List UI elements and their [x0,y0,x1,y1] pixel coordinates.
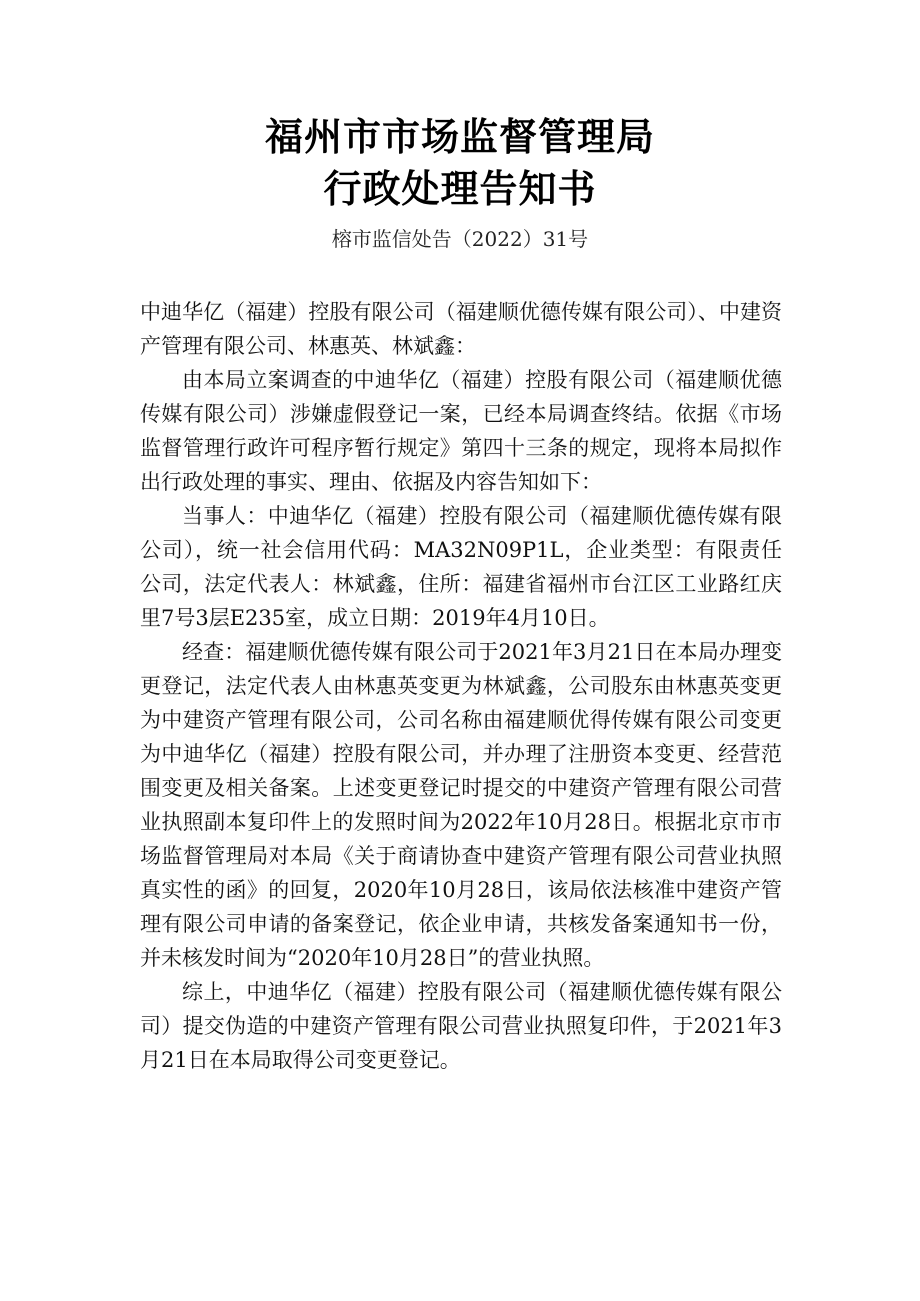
paragraph-summary: 综上，中迪华亿（福建）控股有限公司（福建顺优德传媒有限公司）提交伪造的中建资产管理有限公司营业执照复印件，于2021年3月21日在本局取得公司变更登记。 [140,980,782,1072]
paragraph-findings: 经查：福建顺优德传媒有限公司于2021年3月21日在本局办理变更登记，法定代表人由林惠英变更为林斌鑫，公司股东由林惠英变更为中建资产管理有限公司，公司名称由福建顺优得传媒有限公司变更为中迪华亿（福建）控股有限公司，并办理了注册资本变更、经营范围变更及相关备案。上述变更登记时提交的中建资产管理有限公司营业执照副本复印件上的发照时间为2022年10月28日。根据北京市市场监督管理局对本局《关于商请协查中建资产管理有限公司营业执照真实性的函》的回复，2020年10月28日，该局依法核准中建资产管理有限公司申请的备案登记，依企业申请，共核发备案通知书一份，并未核发时间为“2020年10月28日”的营业执照。 [140,640,782,970]
document-body [140,295,782,1077]
document-title-line-1: 福州市市场监督管理局 [264,115,655,159]
paragraph-party: 当事人：中迪华亿（福建）控股有限公司（福建顺优德传媒有限公司），统一社会信用代码：MA32N09P1L，企业类型：有限责任公司，法定代表人：林斌鑫，住所：福建省福州市台江区工业路红庆里7号3层E235室，成立日期：2019年4月10日。 [140,504,782,630]
addressee: 中迪华亿（福建）控股有限公司（福建顺优德传媒有限公司）、中建资产管理有限公司、林惠英、林斌鑫： [140,300,782,358]
document-number: 榕市监信处告（2022）31号 [331,227,589,251]
paragraph-intro: 由本局立案调查的中迪华亿（福建）控股有限公司（福建顺优德传媒有限公司）涉嫌虚假登记一案，已经本局调查终结。依据《市场监督管理行政许可程序暂行规定》第四十三条的规定，现将本局拟作出行政处理的事实、理由、依据及内容告知如下： [140,368,782,494]
document-title-line-2: 行政处理告知书 [323,167,597,211]
